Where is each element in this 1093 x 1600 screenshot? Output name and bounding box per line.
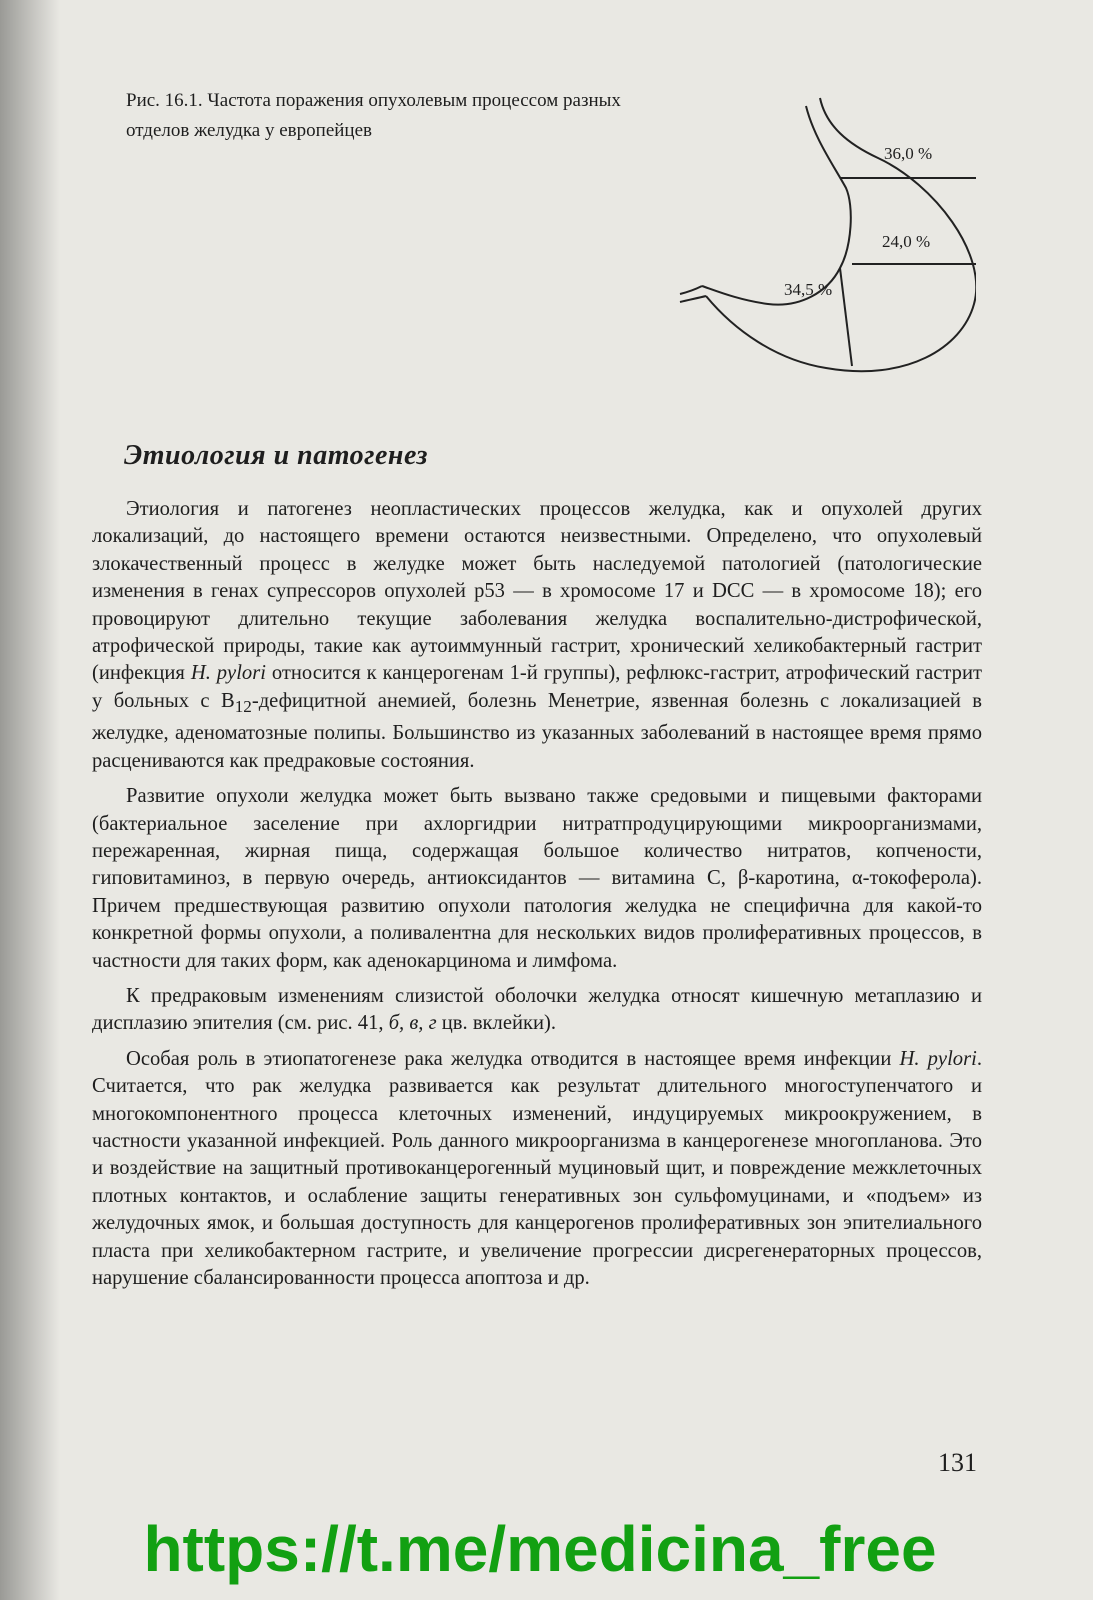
italic-run: H. pylori: [190, 662, 266, 685]
page-number: 131: [938, 1448, 977, 1477]
text-run: -дефицитной анемией, болезнь Менетрие, язвенная болезнь с локализацией в желудке, аденоматозные полипы. Большинство из указанных заболеваний в настоящее время прямо расцениваются как предраковые состояния.: [92, 689, 982, 772]
text-run: Этиология и патогенез неопластических процессов желудка, как и опухолей других локализаций, до настоящего времени остаются неизвестными. Определено, что опухолевый злокачественный процесс в желудке может быть наследуемой патологией (патологические изменения в генах супрессоров опухолей p53 — в хромосоме 17 и DCC — в хромосоме 18); его провоцируют длительно текущие заболевания желудка воспалительно-дистрофической, атрофической природы, такие как аутоиммунный гастрит, хронический хеликобактерный гастрит (инфекция: [92, 498, 982, 685]
text-run: Особая роль в этиопатогенезе рака желудка отводится в настоящее время инфекции: [126, 1047, 900, 1070]
paragraph: [92, 983, 982, 1038]
page-edge-shadow: [0, 0, 60, 1600]
label-antrum-percent: 34,5 %: [784, 280, 833, 299]
subscript-run: 12: [234, 696, 252, 716]
text-run: К предраковым изменениям слизистой оболочки желудка относят кишечную метаплазию и дисплазию эпителия (см. рис. 41,: [92, 985, 982, 1035]
text-run: . Считается, что рак желудка развивается как результат длительного многоступенчатого и многокомпонентного процесса клеточных изменений, индуцируемых микроокружением, в частности указанной инфекцией. Роль данного микроорганизма в канцерогенезе многопланова. Это и воздействие на защитный противоканцерогенный муциновый щит, и повреждение межклеточных плотных контактов, и ослабление защиты генеративных зон сульфомуцинами, и «подъем» из желудочных ямок, и большая доступность для канцерогенов пролиферативных зон эпителиального пласта при хеликобактерном гастрите, и увеличение прогрессии дисрегенераторных процессов, нарушение сбалансированности процесса апоптоза и др.: [92, 1047, 982, 1290]
paragraph: [92, 783, 982, 975]
figure-caption: Рис. 16.1. Частота поражения опухолевым процессом разных отделов желудка у европейцев: [126, 90, 621, 141]
paragraph: [92, 496, 982, 775]
stomach-outline-diagram: [676, 86, 976, 376]
label-cardia-fundus-percent: 36,0 %: [884, 144, 933, 163]
stomach-figure: [676, 86, 976, 376]
watermark-link[interactable]: https://t.me/medicina_free: [143, 1513, 937, 1585]
text-run: Развитие опухоли желудка может быть вызвано также средовыми и пищевыми факторами (бактериальное заселение при ахлоргидрии нитратпродуцирующими микроорганизмами, пережаренная, жирная пища, содержащая большое количество нитратов, копчености, гиповитаминоз, в первую очередь, антиоксидантов — витамина С, β-каротина, α-токоферола). Причем предшествующая развитию опухоли патология желудка не специфична для какой-то конкретной формы опухоли, а поливалентна для нескольких видов пролиферативных процессов, в частности для таких форм, как аденокарцинома и лимфома.: [92, 785, 982, 972]
body-text: [92, 496, 982, 1300]
label-body-percent: 24,0 %: [882, 232, 931, 251]
text-run: относится к канцерогенам 1-й группы), рефлюкс-гастрит, атрофический гастрит у больных с B: [92, 662, 982, 712]
text-run: цв. вклейки).: [436, 1012, 557, 1035]
italic-run: H. pylori: [899, 1047, 977, 1070]
section-heading: Этиология и патогенез: [124, 440, 428, 471]
italic-run: б, в, г: [388, 1012, 437, 1035]
paragraph: [92, 1046, 982, 1293]
